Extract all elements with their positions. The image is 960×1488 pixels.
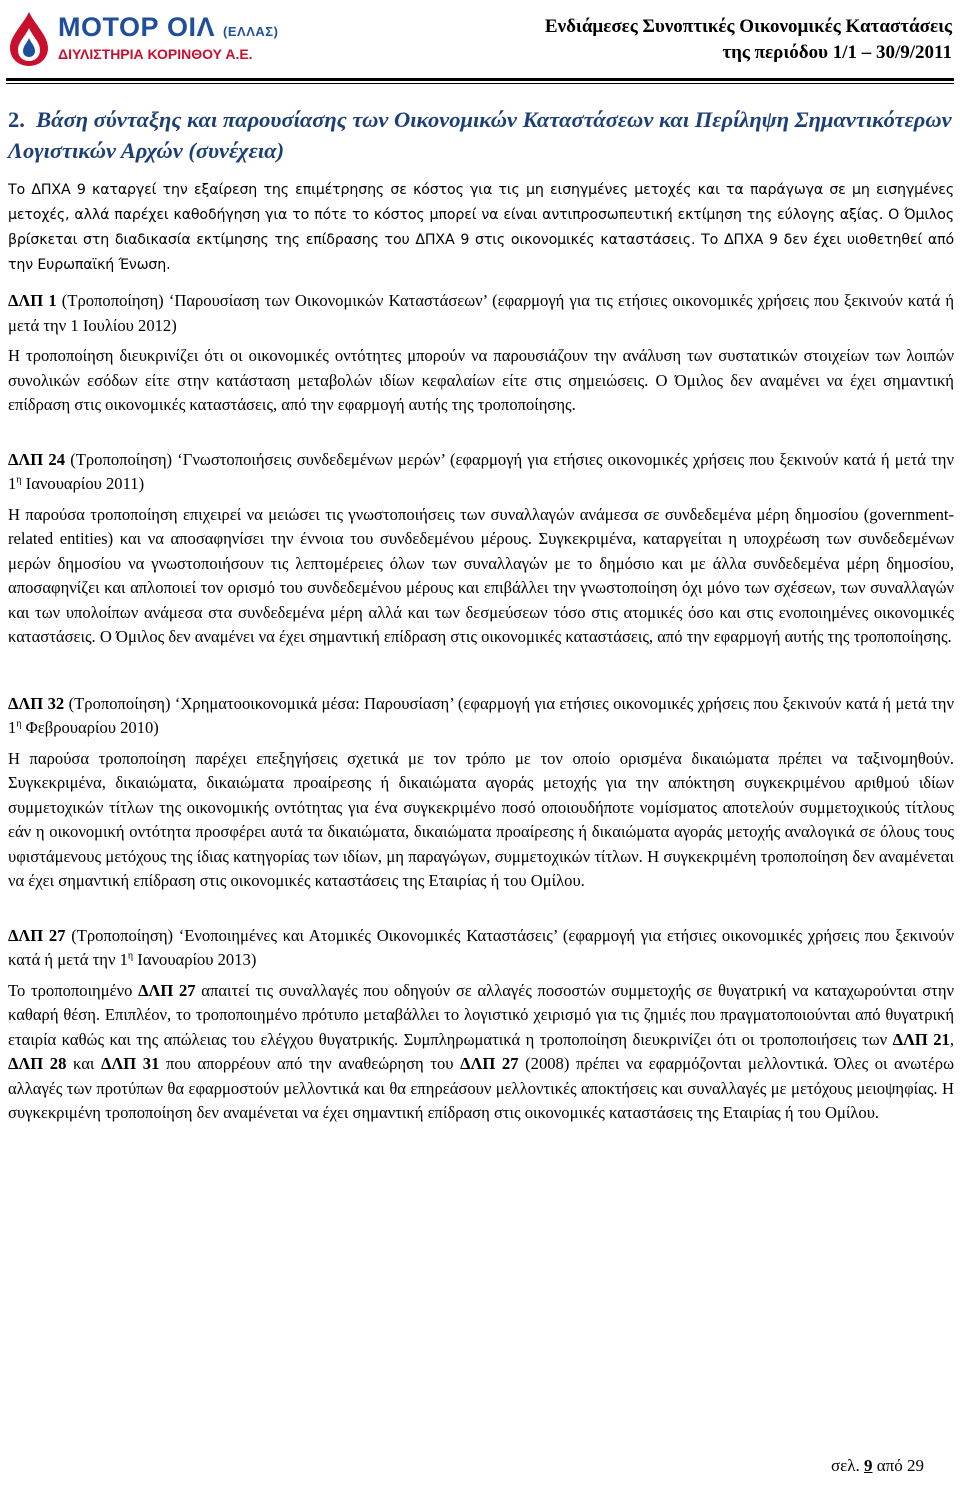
standard-heading-ias27 bbox=[8, 924, 954, 973]
standard-code: ΔΛΠ 24 bbox=[8, 449, 65, 469]
section-title: Βάση σύνταξης και παρουσίασης των Οικονομικών Καταστάσεων και Περίληψη Σημαντικότερων Λογιστικών Αρχών (συνέχεια) bbox=[8, 107, 952, 163]
ordinal-sup: η bbox=[16, 718, 22, 730]
header-title-block bbox=[545, 14, 952, 66]
footer-of: από bbox=[876, 1456, 903, 1475]
standard-code: ΔΛΠ 32 bbox=[8, 693, 65, 713]
standard-heading-text: (Τροποποίηση) ‘Γνωστοποιήσεις συνδεδεμένων μερών’ (εφαρμογή για ετήσιες οικονομικές χρήσεις που ξεκινούν κατά ή μετά την 1 bbox=[8, 449, 954, 493]
standard-heading-text: (Τροποποίηση) ‘Χρηματοοικονομικά μέσα: Παρουσίαση’ (εφαρμογή για ετήσιες οικονομικές χρήσεις που ξεκινούν κατά ή μετά την 1 bbox=[8, 693, 954, 737]
header-title: Ενδιάμεσες Συνοπτικές Οικονομικές Καταστάσεις bbox=[544, 16, 952, 37]
section-number: 2. bbox=[8, 107, 25, 132]
company-logo bbox=[6, 8, 336, 72]
page-total: 29 bbox=[907, 1456, 924, 1475]
standard-heading-date: Φεβρουαρίου 2010) bbox=[21, 718, 159, 737]
standard-heading-ias1 bbox=[8, 289, 954, 338]
ordinal-sup: η bbox=[127, 950, 134, 962]
logo-name: ΜΟΤΟΡ ΟΙΛ (ΕΛΛΑΣ) bbox=[58, 12, 279, 42]
footer-prefix: σελ. bbox=[830, 1456, 860, 1475]
logo-subtitle: ΔΙΥΛΙΣΤΗΡΙΑ ΚΟΡΙΝΘΟΥ Α.Ε. bbox=[58, 46, 253, 62]
logo-suffix: (ΕΛΛΑΣ) bbox=[223, 24, 279, 39]
header-period: της περιόδου 1/1 – 30/9/2011 bbox=[722, 42, 952, 63]
standard-body-ias24: Η παρούσα τροποποίηση επιχειρεί να μειώσει τις γνωστοποιήσεις των συναλλαγών ανάμεσα σε συνδεδεμένα μέρη δημοσίου (government-related entities) και να αποσαφηνίσει την έννοια του συνδεδεμένου μέρους. Συγκεκριμένα, καταργείται η υποχρέωση των συνδεδεμένων μερών δημοσίου να γνωστοποιήσουν τις λεπτομέρειες όλων των συναλλαγών με το δημόσιο και με άλλα συνδεδεμένα μέρη δημοσίου, αποσαφηνίζει και απλοποιεί τον ορισμό του συνδεδεμένου μέρους και επιβάλλει την γνωστοποίηση όχι μόνο των σχέσεων, των συναλλαγών και των υπολοίπων ανάμεσα στα συνδεδεμένα μέρη αλλά και των δεσμεύσεων τόσο στις ατομικές όσο και στις ενοποιημένες οικονομικές καταστάσεις. Ο Όμιλος δεν αναμένει να έχει σημαντική επίδραση στις οικονομικές καταστάσεις, από την εφαρμογή αυτής της τροποποίησης. bbox=[8, 504, 954, 646]
standard-heading-text: (Τροποποίηση) ‘Ενοποιημένες και Ατομικές Οικονομικές Καταστάσεις’ (εφαρμογή για ετήσιες οικονομικές χρήσεις που ξεκινούν κατά ή μετά την 1 bbox=[8, 925, 954, 969]
standard-heading-ias24 bbox=[8, 448, 954, 497]
page-content bbox=[8, 104, 954, 1126]
intro-paragraph: Το ΔΠΧΑ 9 καταργεί την εξαίρεση της επιμέτρησης σε κόστος για τις μη εισηγμένες μετοχές και τα παράγωγα σε μη εισηγμένες μετοχές, αλλά παρέχει καθοδήγηση για το πότε το κόστος μπορεί να είναι αντιπροσωπευτική εκτίμηση της εύλογης αξίας. Ο Όμιλος βρίσκεται στη διαδικασία εκτίμησης της επίδρασης του ΔΠΧΑ 9 στις οικονομικές καταστάσεις. Το ΔΠΧΑ 9 δεν έχει υιοθετηθεί από την Ευρωπαϊκή Ένωση. bbox=[8, 182, 954, 273]
header-rule-thick bbox=[6, 78, 954, 81]
standard-code: ΔΛΠ 1 bbox=[8, 291, 57, 310]
page-number: 9 bbox=[864, 1456, 873, 1475]
standard-heading-date: Ιανουαρίου 2011) bbox=[21, 474, 145, 493]
flame-drop-icon bbox=[6, 10, 52, 68]
standard-code: ΔΛΠ 27 bbox=[8, 925, 66, 945]
page-header bbox=[6, 8, 952, 82]
page-footer bbox=[831, 1456, 924, 1476]
standard-body-ias1: Η τροποποίηση διευκρινίζει ότι οι οικονομικές οντότητες μπορούν να παρουσιάζουν την ανάλυση των συστατικών στοιχείων των λοιπών συνολικών εσόδων είτε στην κατάσταση μεταβολών ιδίων κεφαλαίων είτε στις σημειώσεις. Ο Όμιλος δεν αναμένει να έχει σημαντική επίδραση στις οικονομικές καταστάσεις, από την εφαρμογή αυτής της τροποποίησης. bbox=[8, 346, 954, 414]
standard-body-ias32: Η παρούσα τροποποίηση παρέχει επεξηγήσεις σχετικά με τον τρόπο με τον οποίο ορισμένα δικαιώματα πρέπει να ταξινομηθούν. Συγκεκριμένα, δικαιώματα, δικαιώματα προαίρεσης ή δικαιώματα αγοράς μετοχής για την απόκτηση συγκεκριμένου αριθμού ιδίων συμμετοχικών τίτλων της οικονομικής οντότητας για ένα συγκεκριμένο ποσό οποιουδήποτε νομίσματος αποτελούν συμμετοχικούς τίτλους εάν η οικονομική οντότητα προσφέρει αυτά τα δικαιώματα, δικαιώματα προαίρεσης ή δικαιώματα αγοράς μετοχής αναλογικά σε όλους τους υφιστάμενους μετόχους της ίδιας κατηγορίας των ιδίων, μη παραγώγων, συμμετοχικών τίτλων. Η συγκεκριμένη τροποποίηση δεν αναμένεται να έχει σημαντική επίδραση στις οικονομικές καταστάσεις της Εταιρίας ή του Ομίλου. bbox=[8, 748, 954, 890]
ordinal-sup: η bbox=[16, 474, 22, 486]
standard-heading-date: Ιανουαρίου 2013) bbox=[133, 950, 257, 969]
standard-body-ias27: Το τροποποιημένο ΔΛΠ 27 απαιτεί τις συναλλαγές που οδηγούν σε αλλαγές ποσοστών συμμετοχής σε θυγατρική να καταχωρούνται στην καθαρή θέση. Επιπλέον, το τροποποιημένο πρότυπο μεταβάλλει το λογιστικό χειρισμό για τις ζημιές που πραγματοποιούνται από θυγατρική εταιρία καθώς και της απώλειας του ελέγχου θυγατρικής. Συμπληρωματικά η τροποποίηση διευκρινίζει ότι οι τροποποιήσεις των ΔΛΠ 21, ΔΛΠ 28 και ΔΛΠ 31 που απορρέουν από την αναθεώρηση του ΔΛΠ 27 (2008) πρέπει να εφαρμόζονται μελλοντικά. Όλες οι ανωτέρω αλλαγές των προτύπων θα εφαρμοστούν μελλοντικά και θα επηρεάσουν μελλοντικές αποκτήσεις και συναλλαγές με μετόχους μειοψηφίας. Η συγκεκριμένη τροποποίηση δεν αναμένεται να έχει σημαντική επίδραση στις οικονομικές καταστάσεις της Εταιρίας ή του Ομίλου. bbox=[8, 980, 955, 1122]
standard-heading-ias32 bbox=[8, 692, 954, 741]
section-heading bbox=[8, 104, 954, 166]
standard-heading-text: (Τροποποίηση) ‘Παρουσίαση των Οικονομικών Καταστάσεων’ (εφαρμογή για τις ετήσιες οικονομικές χρήσεις που ξεκινούν κατά ή μετά την 1 Ιουλίου 2012) bbox=[8, 291, 954, 335]
header-rule-thin bbox=[6, 83, 954, 84]
